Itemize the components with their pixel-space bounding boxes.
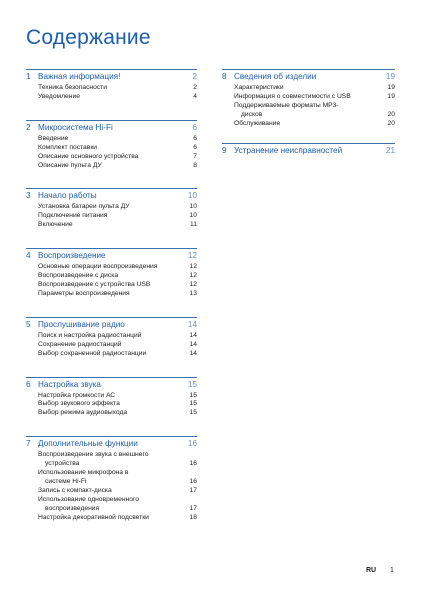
section-title: Воспроизведение (38, 251, 106, 261)
item-page: 10 (189, 203, 197, 211)
item-page: 10 (189, 212, 197, 220)
section-page: 14 (187, 319, 197, 329)
item-label: Выбор звукового эффекта (38, 400, 120, 408)
item-label: Уведомление (38, 92, 80, 100)
item-page: 18 (189, 513, 197, 521)
item-page: 12 (189, 280, 197, 288)
toc-item[interactable] (38, 162, 197, 171)
toc-left-column (26, 69, 197, 522)
item-label: Поддерживаемые форматы MP3- (234, 101, 339, 109)
item-label: Описание пульта ДУ (38, 161, 102, 169)
item-page: 16 (189, 460, 197, 468)
item-label-continued: устройства (45, 460, 80, 468)
toc-item[interactable] (38, 84, 197, 93)
toc-item[interactable] (38, 93, 197, 102)
item-page: 17 (189, 504, 197, 512)
toc-item[interactable] (38, 514, 197, 523)
item-label: Воспроизведение с диска (38, 272, 119, 280)
section-page: 10 (187, 191, 197, 201)
section-heading[interactable] (26, 72, 197, 84)
page-title: Содержание (26, 26, 151, 49)
toc-item[interactable] (38, 144, 197, 153)
item-label: Обслуживание (234, 119, 281, 127)
toc-section-5 (26, 317, 197, 359)
item-label: Техника безопасности (38, 84, 107, 91)
section-number: 2 (26, 122, 31, 132)
item-label-continued: воспроизведения (45, 504, 100, 512)
section-page: 19 (385, 72, 395, 81)
section-title: Дополнительные функции (38, 439, 138, 449)
toc-item[interactable] (38, 469, 197, 487)
item-page: 15 (189, 391, 197, 399)
item-page: 16 (189, 477, 197, 485)
item-label-continued: дисков (241, 110, 263, 118)
item-page: 14 (189, 349, 197, 357)
section-number: 3 (26, 191, 31, 201)
section-number: 1 (26, 72, 31, 81)
section-title: Прослушивание радио (38, 319, 125, 329)
section-heading[interactable] (26, 380, 197, 392)
item-page: 4 (193, 92, 197, 100)
toc-item[interactable] (234, 120, 395, 129)
section-number: 9 (222, 145, 227, 155)
item-page: 2 (193, 84, 197, 91)
section-title: Устранение неисправностей (234, 145, 343, 155)
item-label: Запись с компакт-диска (38, 486, 112, 494)
item-page: 13 (189, 289, 197, 297)
item-label: Установка батареи пульта ДУ (38, 203, 130, 211)
item-page: 14 (189, 331, 197, 339)
section-heading[interactable] (26, 251, 197, 263)
toc-item[interactable] (38, 400, 197, 409)
section-title: Важная информация! (38, 72, 121, 81)
language-code: RU (366, 567, 377, 574)
section-number: 7 (26, 439, 31, 449)
section-page: 12 (187, 251, 197, 261)
item-label: Введение (38, 134, 69, 142)
section-page: 6 (192, 122, 197, 132)
item-page: 12 (189, 263, 197, 271)
item-label: Информация о совместимости с USB (234, 92, 351, 100)
section-title: Микросистема Hi-Fi (38, 122, 113, 132)
toc-section-1 (26, 69, 197, 102)
toc-section-3 (26, 188, 197, 230)
toc-item[interactable] (38, 290, 197, 299)
item-label: Подключение питания (38, 212, 108, 220)
toc-item[interactable] (38, 496, 197, 514)
item-label: Использование одновременного (38, 495, 139, 503)
item-page: 15 (189, 400, 197, 408)
toc-item[interactable] (38, 409, 197, 418)
item-page: 6 (193, 143, 197, 151)
item-label: Использование микрофона в (38, 469, 129, 477)
section-page: 15 (187, 379, 197, 389)
item-label: Параметры воспроизведения (38, 289, 130, 297)
toc-item[interactable] (38, 135, 197, 144)
toc-section-9 (222, 143, 395, 158)
section-page: 21 (385, 145, 395, 155)
section-heading[interactable] (26, 320, 197, 332)
toc-section-8 (222, 69, 395, 129)
toc-section-6 (26, 377, 197, 419)
item-page: 15 (189, 409, 197, 417)
item-page: 20 (387, 110, 395, 118)
section-heading[interactable] (222, 72, 395, 84)
item-label: Выбор сохраненной радиостанции (38, 349, 147, 357)
toc-item[interactable] (38, 281, 197, 290)
section-heading[interactable] (26, 439, 197, 451)
toc-item[interactable] (38, 263, 197, 272)
item-label: Характеристики (234, 84, 284, 91)
item-label: Настройка громкости АС (38, 391, 116, 399)
toc-item[interactable] (38, 350, 197, 359)
item-page: 19 (387, 84, 395, 91)
item-label: Основные операции воспроизведения (38, 263, 158, 271)
item-label: Воспроизведение звука с внешнего (38, 451, 149, 459)
section-heading[interactable] (26, 123, 197, 135)
item-label: Комплект поставки (38, 143, 97, 151)
section-number: 4 (26, 251, 31, 261)
item-label: Выбор режима аудиовыхода (38, 409, 128, 417)
item-page: 14 (189, 340, 197, 348)
toc-item[interactable] (38, 153, 197, 162)
toc-item[interactable] (38, 212, 197, 221)
toc-item[interactable] (38, 272, 197, 281)
section-heading[interactable] (222, 146, 395, 158)
toc-item[interactable] (234, 84, 395, 93)
page-number: 1 (390, 567, 394, 574)
section-heading[interactable] (26, 191, 197, 203)
item-page: 11 (190, 221, 197, 229)
item-page: 19 (387, 92, 395, 100)
toc-item[interactable] (234, 102, 395, 120)
section-page: 2 (192, 72, 197, 81)
toc-item[interactable] (234, 93, 395, 102)
section-number: 8 (222, 72, 227, 81)
section-title: Настройка звука (38, 379, 101, 389)
toc-section-7 (26, 436, 197, 522)
item-page: 7 (193, 152, 197, 160)
toc-item[interactable] (38, 487, 197, 496)
item-page: 20 (387, 119, 395, 127)
item-page: 17 (189, 486, 197, 494)
section-number: 6 (26, 379, 31, 389)
item-label-continued: системе Hi-Fi (45, 477, 87, 485)
section-title: Начало работы (38, 191, 97, 201)
toc-item[interactable] (38, 332, 197, 341)
item-label: Воспроизведение с устройства USB (38, 280, 151, 288)
toc-item[interactable] (38, 451, 197, 469)
item-label: Поиск и настройка радиостанций (38, 331, 142, 339)
toc-section-2 (26, 120, 197, 171)
item-page: 6 (193, 134, 197, 142)
item-label: Описание основного устройства (38, 152, 139, 160)
item-page: 12 (189, 272, 197, 280)
section-number: 5 (26, 319, 31, 329)
section-title: Сведения об изделии (234, 72, 317, 81)
toc-item[interactable] (38, 221, 197, 230)
item-page: 8 (193, 161, 197, 169)
item-label: Включение (38, 221, 73, 229)
toc-item[interactable] (38, 203, 197, 212)
section-page: 16 (187, 439, 197, 449)
toc-section-4 (26, 248, 197, 299)
item-label: Настройка декоративной подсветки (38, 513, 149, 521)
toc-right-column (222, 69, 395, 158)
toc-item[interactable] (38, 341, 197, 350)
item-label: Сохранение радиостанций (38, 340, 122, 348)
